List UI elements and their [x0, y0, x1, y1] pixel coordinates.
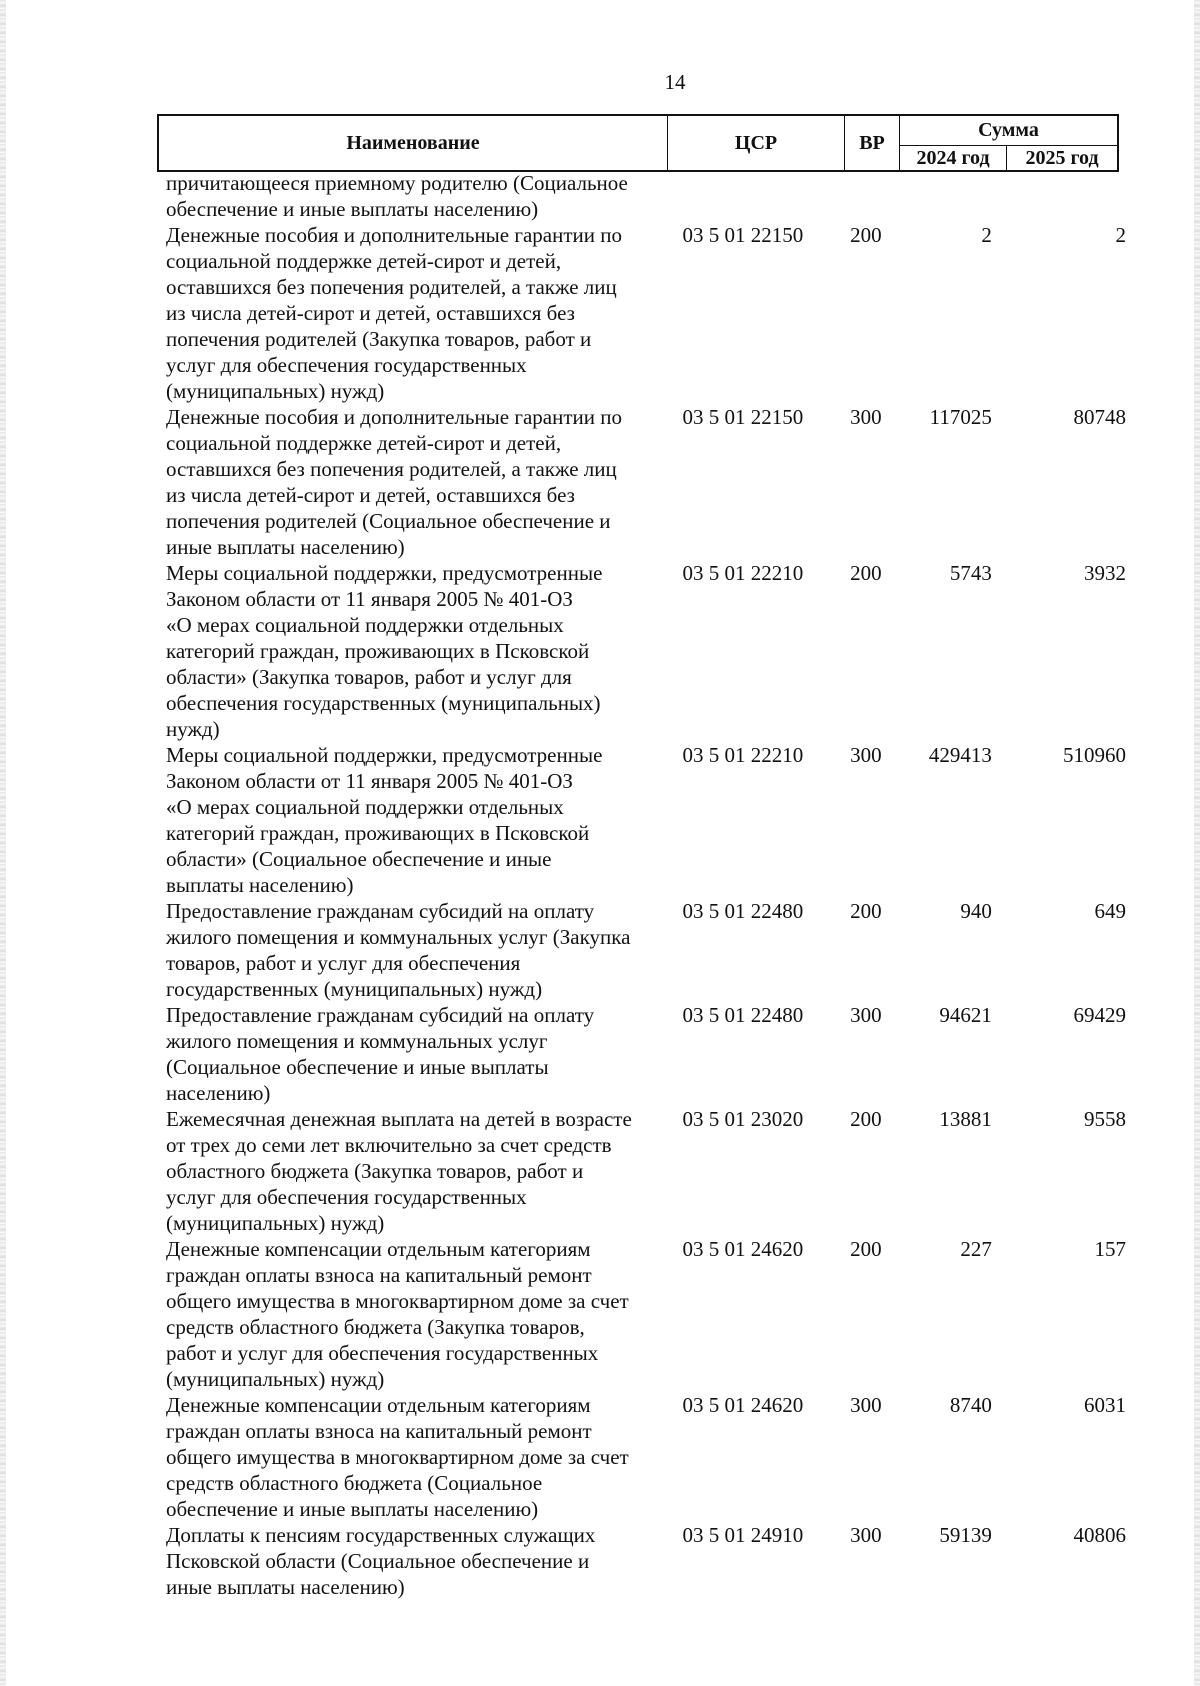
row-sum-2024: 117025 — [929, 405, 992, 429]
row-csr: 03 5 01 24910 — [682, 1523, 804, 1547]
row-sum-2025: 9558 — [1083, 1107, 1126, 1131]
header-year-2024: 2024 год — [900, 145, 1007, 171]
row-sum-2024: 13881 — [939, 1107, 992, 1131]
row-name: Меры социальной поддержки, предусмотренные Законом области от 11 января 2005 № 401-ОЗ «О мерах социальной поддержки отдельных категорий граждан, проживающих в Псковской области» (Социальное обеспечение и иные выплаты населению) — [166, 743, 603, 897]
row-vr: 300 — [850, 1003, 882, 1027]
row-sum-2024: 5743 — [949, 561, 992, 585]
row-csr: 03 5 01 24620 — [682, 1237, 804, 1261]
row-vr: 200 — [850, 223, 882, 247]
table-header — [157, 114, 1119, 172]
scan-edge-left — [0, 0, 6, 1686]
row-sum-2024: 227 — [960, 1237, 992, 1261]
row-csr: 03 5 01 24620 — [682, 1393, 804, 1417]
row-sum-2025: 40806 — [1073, 1523, 1126, 1547]
header-vr: ВР — [845, 115, 900, 171]
row-sum-2024: 8740 — [949, 1393, 992, 1417]
table-row — [166, 222, 1126, 404]
header-sum: Сумма — [900, 115, 1119, 145]
row-sum-2025: 2 — [1115, 223, 1126, 247]
table-row — [166, 170, 1126, 222]
table-row — [166, 1236, 1126, 1392]
row-vr: 300 — [850, 1393, 882, 1417]
row-sum-2025 — [1002, 170, 1126, 222]
row-name: Предоставление гражданам субсидий на оплату жилого помещения и коммунальных услуг (Социальное обеспечение и иные выплаты населению) — [166, 1003, 595, 1105]
row-name: причитающееся приемному родителю (Социальное обеспечение и иные выплаты населению) — [166, 171, 628, 221]
row-sum-2025: 80748 — [1073, 405, 1126, 429]
row-sum-2024: 2 — [981, 223, 992, 247]
row-name: Доплаты к пенсиям государственных служащих Псковской области (Социальное обеспечение и иные выплаты населению) — [166, 1523, 596, 1599]
row-name: Меры социальной поддержки, предусмотренные Законом области от 11 января 2005 № 401-ОЗ «О мерах социальной поддержки отдельных категорий граждан, проживающих в Псковской области» (Закупка товаров, работ и услуг для обеспечения государственных (муниципальных) нужд) — [166, 561, 603, 741]
table-row — [166, 560, 1126, 742]
table-row — [166, 1106, 1126, 1236]
row-vr: 200 — [850, 561, 882, 585]
page-number: 14 — [664, 70, 686, 94]
row-sum-2024 — [895, 170, 1002, 222]
row-vr: 300 — [850, 1523, 882, 1547]
row-csr: 03 5 01 22480 — [682, 1003, 804, 1027]
row-sum-2024: 429413 — [928, 743, 992, 767]
header-name: Наименование — [158, 115, 668, 171]
row-name: Денежные компенсации отдельным категориям граждан оплаты взноса на капитальный ремонт общего имущества в многоквартирном доме за счет средств областного бюджета (Социальное обеспечение и иные выплаты населению) — [166, 1393, 629, 1521]
row-name: Ежемесячная денежная выплата на детей в возрасте от трех до семи лет включительно за счет средств областного бюджета (Закупка товаров, работ и услуг для обеспечения государственных (муниципальных) нужд) — [166, 1107, 632, 1235]
row-sum-2025: 69429 — [1073, 1003, 1126, 1027]
row-csr — [658, 170, 836, 222]
row-name: Денежные компенсации отдельным категориям граждан оплаты взноса на капитальный ремонт общего имущества в многоквартирном доме за счет средств областного бюджета (Закупка товаров, работ и услуг для обеспечения государственных (муниципальных) нужд) — [166, 1237, 629, 1391]
row-csr: 03 5 01 22150 — [682, 223, 804, 247]
table-row — [166, 1392, 1126, 1522]
table-row — [166, 742, 1126, 898]
scan-edge-right — [1194, 0, 1200, 1686]
header-year-2025: 2025 год — [1007, 145, 1119, 171]
row-name: Денежные пособия и дополнительные гарантии по социальной поддержке детей-сирот и детей, оставшихся без попечения родителей, а также лиц из числа детей-сирот и детей, оставшихся без попечения родителей (Социальное обеспечение и иные выплаты населению) — [166, 405, 623, 559]
row-sum-2025: 510960 — [1062, 743, 1126, 767]
row-vr: 300 — [850, 743, 882, 767]
row-vr: 200 — [850, 899, 882, 923]
row-name: Предоставление гражданам субсидий на оплату жилого помещения и коммунальных услуг (Закупка товаров, работ и услуг для обеспечения государственных (муниципальных) нужд) — [166, 899, 631, 1001]
header-csr: ЦСР — [668, 115, 845, 171]
row-sum-2025: 6031 — [1083, 1393, 1126, 1417]
row-vr: 200 — [850, 1107, 882, 1131]
row-csr: 03 5 01 22480 — [682, 899, 804, 923]
row-csr: 03 5 01 22150 — [682, 405, 804, 429]
table-body — [166, 170, 1126, 1600]
row-name: Денежные пособия и дополнительные гарантии по социальной поддержке детей-сирот и детей, оставшихся без попечения родителей, а также лиц из числа детей-сирот и детей, оставшихся без попечения родителей (Закупка товаров, работ и услуг для обеспечения государственных (муниципальных) нужд) — [166, 223, 623, 403]
table-row — [166, 404, 1126, 560]
row-csr: 03 5 01 22210 — [682, 561, 804, 585]
row-vr: 300 — [850, 405, 882, 429]
row-csr: 03 5 01 23020 — [682, 1107, 804, 1131]
row-csr: 03 5 01 22210 — [682, 743, 804, 767]
row-sum-2024: 940 — [960, 899, 992, 923]
table-row — [166, 1002, 1126, 1106]
row-sum-2025: 157 — [1094, 1237, 1126, 1261]
row-sum-2025: 649 — [1094, 899, 1126, 923]
row-sum-2025: 3932 — [1083, 561, 1126, 585]
table-row — [166, 898, 1126, 1002]
row-sum-2024: 94621 — [939, 1003, 992, 1027]
row-vr: 200 — [850, 1237, 882, 1261]
table-row — [166, 1522, 1126, 1600]
row-sum-2024: 59139 — [939, 1523, 992, 1547]
row-vr — [836, 170, 895, 222]
